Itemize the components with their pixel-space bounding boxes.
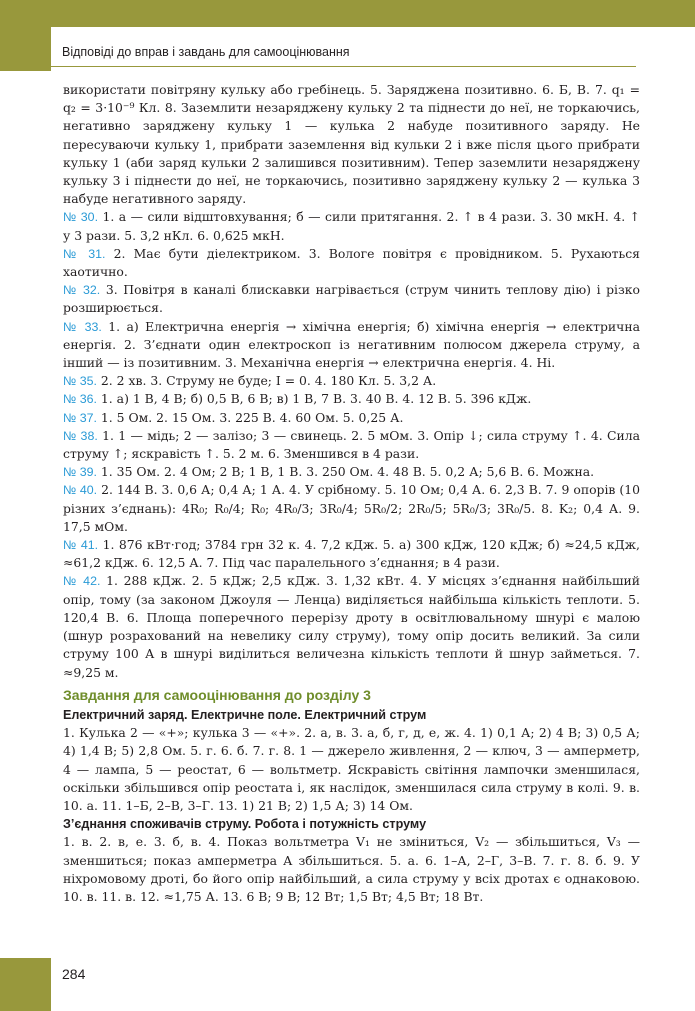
exercise-number: № 36. [63,392,97,407]
subsection-title: З’єднання споживачів струму. Робота і потужність струму [63,817,427,832]
header-rule [51,66,636,67]
exercise-number: № 35. [63,374,97,389]
answer-36: № 36. 1. а) 1 В, 4 В; б) 0,5 В, 6 В; в) 1 В, 7 В. 3. 40 В. 4. 12 В. 5. 396 кДж. [63,391,532,407]
exercise-number: № 39. [63,465,97,480]
exercise-number: № 32. [63,283,101,298]
page-number: 284 [62,966,86,982]
answer-37: № 37. 1. 5 Ом. 2. 15 Ом. 3. 225 В. 4. 60 Ом. 5. 0,25 А. [63,409,404,425]
side-tab-bottom [0,958,51,1011]
exercise-number: № 37. [63,410,97,425]
exercise-number: № 33. [63,319,102,334]
side-tab-top [0,27,51,71]
answer-40: № 40. 2. 144 В. 3. 0,6 А; 0,4 А; 1 А. 4. У срібному. 5. 10 Ом; 0,4 А. 6. 2,3 В. 7. 9 опорів (10 різних з’єднань): 4R₀; R₀/4; R₀; 4R₀/3; 3R₀/4; 5R₀/2; 2R₀/5; 5R₀/3; 3R₀/5. 8. K₂; 0,4 А. 9. 17,5 мОм. [63,482,640,534]
answer-42: № 42. 1. 288 кДж. 2. 5 кДж; 2,5 кДж. 3. 1,32 кВт. 4. У місцях з’єднання найбільший опір, тому (за законом Джоуля — Ленца) виділяється найбільша кількість теплоти. 5. 120,4 В. 6. Площа поперечного перерізу дроту в освітлювальному шнурі є малою (шнур розрахований на невелику силу струму), тому опір досить великий. За сили струму 100 А в шнурі виділиться величезна кількість теплоти й шнур займеться. 7. ≈9,25 м. [63,573,640,680]
answer-31: № 31. 2. Має бути діелектриком. 3. Вологе повітря є провідником. 5. Рухаються хаотично. [63,245,640,280]
running-header: Відповіді до вправ і завдань для самооцінювання [62,45,350,59]
answer-continued: використати повітряну кульку або гребінець. 5. Заряджена позитивно. 6. Б, В. 7. q₁ = q₂ = 3·10⁻⁹ Кл. 8. Заземлити незаряджену кульку 2 та піднести до неї, не торкаючись, негативно заряджену кульку 1 — кулька 2 набуде позитивного заряду. Не пересуваючи кульку 1, прибрати заземлення від кульки 2 і вже після цього прибрати кульку 1 (аби заряд кульки 2 залишився позитивним). Тепер заземлити незаряджену кульку 3 і піднести до неї, не торкаючись, позитивно заряджену кульку 2 — кулька 3 набуде негативного заряду. [63,82,640,207]
exercise-number: № 31. [63,246,106,261]
page-content [63,81,640,906]
answer-30: № 30. 1. а — сили відштовхування; б — сили притягання. 2. ↑ в 4 рази. 3. 30 мкН. 4. ↑ у 3 рази. 5. 3,2 нКл. 6. 0,625 мкН. [63,209,640,243]
section-title: Завдання для самооцінювання до розділу 3 [63,686,371,703]
subsection-title: Електричний заряд. Електричне поле. Електричний струм [63,707,427,722]
exercise-number: № 38. [63,428,98,443]
answer-32: № 32. 3. Повітря в каналі блискавки нагрівається (струм чинить теплову дію) і різко розширюється. [63,282,640,316]
section-answers-1: 1. Кулька 2 — «+»; кулька 3 — «+». 2. а, в. 3. а, б, г, д, е, ж. 4. 1) 0,1 А; 2) 4 В; 3) 0,5 А; 4) 1,4 В; 5) 2,8 Ом. 5. г. 6. б. 7. г. 8. 1 — джерело живлення, 2 — ключ, 3 — амперметр, 4 — лампа, 5 — реостат, 6 — вольтметр. Яскравість світіння лампочки зменшилася, оскільки збільшився опір реостата і, як наслідок, зменшилася сила струму в колі. 9. в. 10. а. 11. 1–Б, 2–В, 3–Г. 13. 1) 21 В; 2) 1,5 А; 3) 14 Ом. [63,725,640,813]
answer-35: № 35. 2. 2 хв. 3. Струму не буде; I = 0. 4. 180 Кл. 5. 3,2 А. [63,373,437,389]
answer-39: № 39. 1. 35 Ом. 2. 4 Ом; 2 В; 1 В, 1 В. 3. 250 Ом. 4. 48 В. 5. 0,2 А; 5,6 В. 6. Можна. [63,464,595,480]
answer-38: № 38. 1. 1 — мідь; 2 — залізо; 3 — свинець. 2. 5 мОм. 3. Опір ↓; сила струму ↑. 4. Сила струму ↑; яскравість ↑. 5. 2 м. 6. Зменшився в 4 рази. [63,427,640,462]
top-color-band [0,0,695,27]
exercise-number: № 40. [63,483,98,498]
answer-41: № 41. 1. 876 кВт·год; 3784 грн 32 к. 4. 7,2 кДж. 5. а) 300 кДж, 120 кДж; б) ≈24,5 кДж, ≈61,2 кДж. 6. 12,5 А. 7. Під час паралельного з’єднання; в 4 рази. [63,537,640,571]
exercise-number: № 41. [63,538,99,553]
exercise-number: № 42. [63,574,101,589]
exercise-number: № 30. [63,210,99,225]
answer-33: № 33. 1. а) Електрична енергія → хімічна енергія; б) хімічна енергія → електрична енергія. 2. З’єднати один електроскоп із негативним полюсом джерела струму, а інший — із позитивним. 3. Механічна енергія → електрична енергія. 4. Ні. [63,318,640,371]
section-answers-2: 1. в. 2. в, е. 3. б, в. 4. Показ вольтметра V₁ не зміниться, V₂ — збільшиться, V₃ — зменшиться; показ амперметра A збільшиться. 5. а. 6. 1–А, 2–Г, 3–В. 7. г. 8. б. 9. У ніхромовому дроті, бо його опір найбільший, а сила струму у всіх дротах є однаковою. 10. в. 11. в. 12. ≈1,75 А. 13. 6 В; 9 В; 12 Вт; 1,5 Вт; 4,5 Вт; 18 Вт. [63,834,640,904]
